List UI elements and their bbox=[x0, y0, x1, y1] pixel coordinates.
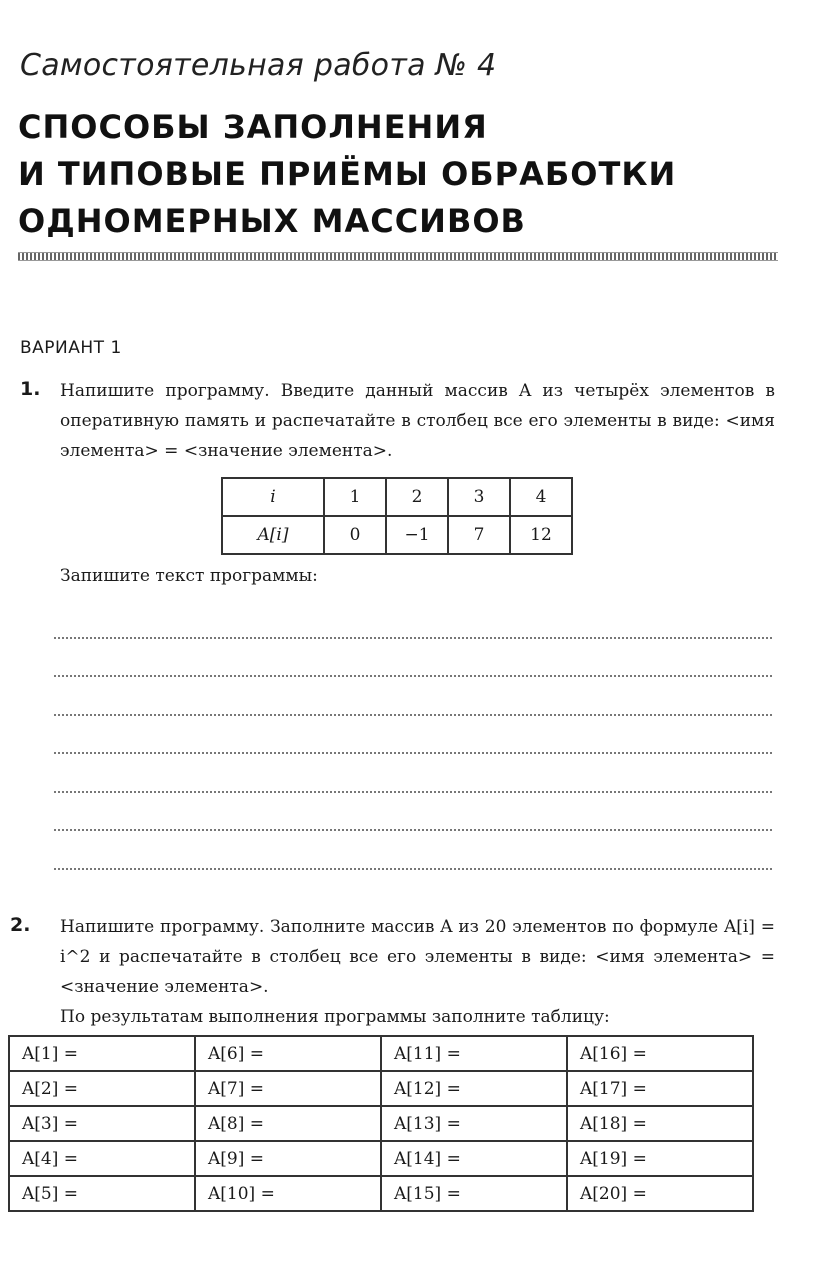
table-row bbox=[9, 1106, 753, 1141]
result-cell[interactable]: A[7] = bbox=[195, 1071, 381, 1106]
result-cell[interactable]: A[18] = bbox=[567, 1106, 753, 1141]
table-row bbox=[9, 1176, 753, 1211]
result-cell[interactable]: A[11] = bbox=[381, 1036, 567, 1071]
variant-label: ВАРИАНТ 1 bbox=[20, 338, 122, 358]
value-cell: 0 bbox=[324, 516, 386, 554]
page-title bbox=[18, 104, 676, 245]
index-cell: 2 bbox=[386, 478, 448, 516]
table-row bbox=[222, 516, 572, 554]
result-cell[interactable]: A[10] = bbox=[195, 1176, 381, 1211]
result-cell[interactable]: A[15] = bbox=[381, 1176, 567, 1211]
answer-line[interactable] bbox=[54, 793, 772, 832]
result-cell[interactable]: A[4] = bbox=[9, 1141, 195, 1176]
result-cell[interactable]: A[16] = bbox=[567, 1036, 753, 1071]
index-cell: 4 bbox=[510, 478, 572, 516]
result-cell[interactable]: A[8] = bbox=[195, 1106, 381, 1141]
value-cell: −1 bbox=[386, 516, 448, 554]
value-cell: 12 bbox=[510, 516, 572, 554]
title-line: ОДНОМЕРНЫХ МАССИВОВ bbox=[18, 202, 526, 240]
result-cell[interactable]: A[2] = bbox=[9, 1071, 195, 1106]
task2-number: 2. bbox=[10, 914, 31, 936]
answer-line[interactable] bbox=[54, 716, 772, 755]
index-cell: 3 bbox=[448, 478, 510, 516]
index-label-cell: i bbox=[222, 478, 324, 516]
index-cell: 1 bbox=[324, 478, 386, 516]
task1-paragraph: Напишите программу. Введите данный массив A из четырёх элементов в оперативную память и распечатайте в столбец все его элементы в виде: <имя элемента> = <значение элемента>. bbox=[60, 381, 775, 461]
work-subtitle: Самостоятельная работа № 4 bbox=[20, 48, 497, 83]
result-cell[interactable]: A[19] = bbox=[567, 1141, 753, 1176]
task2-text bbox=[60, 912, 775, 1032]
title-line: И ТИПОВЫЕ ПРИЁМЫ ОБРАБОТКИ bbox=[18, 155, 677, 193]
write-program-label: Запишите текст программы: bbox=[60, 566, 318, 586]
result-cell[interactable]: A[9] = bbox=[195, 1141, 381, 1176]
result-cell[interactable]: A[13] = bbox=[381, 1106, 567, 1141]
title-line: СПОСОБЫ ЗАПОЛНЕНИЯ bbox=[18, 108, 488, 146]
table-row bbox=[9, 1036, 753, 1071]
header-divider bbox=[18, 252, 778, 261]
answer-line[interactable] bbox=[54, 831, 772, 870]
value-label-cell: A[i] bbox=[222, 516, 324, 554]
result-cell[interactable]: A[14] = bbox=[381, 1141, 567, 1176]
answer-line[interactable] bbox=[54, 677, 772, 716]
results-table bbox=[8, 1035, 754, 1212]
task1-number: 1. bbox=[20, 378, 41, 400]
task1-text bbox=[60, 376, 775, 466]
task2-paragraph: Напишите программу. Заполните массив A из 20 элементов по формуле A[i] = i^2 и распечатайте в столбец все его элементы в виде: <имя элемента> = <значение элемента>. bbox=[60, 917, 775, 997]
table-row bbox=[9, 1071, 753, 1106]
result-cell[interactable]: A[20] = bbox=[567, 1176, 753, 1211]
result-cell[interactable]: A[1] = bbox=[9, 1036, 195, 1071]
result-cell[interactable]: A[17] = bbox=[567, 1071, 753, 1106]
table-row bbox=[9, 1141, 753, 1176]
answer-line[interactable] bbox=[54, 600, 772, 639]
answer-lines bbox=[54, 600, 772, 870]
answer-line[interactable] bbox=[54, 639, 772, 678]
table-row bbox=[222, 478, 572, 516]
value-cell: 7 bbox=[448, 516, 510, 554]
result-cell[interactable]: A[5] = bbox=[9, 1176, 195, 1211]
result-cell[interactable]: A[3] = bbox=[9, 1106, 195, 1141]
array-table bbox=[221, 477, 573, 555]
answer-line[interactable] bbox=[54, 754, 772, 793]
result-cell[interactable]: A[6] = bbox=[195, 1036, 381, 1071]
result-cell[interactable]: A[12] = bbox=[381, 1071, 567, 1106]
task2-instruction: По результатам выполнения программы заполните таблицу: bbox=[60, 1007, 610, 1027]
